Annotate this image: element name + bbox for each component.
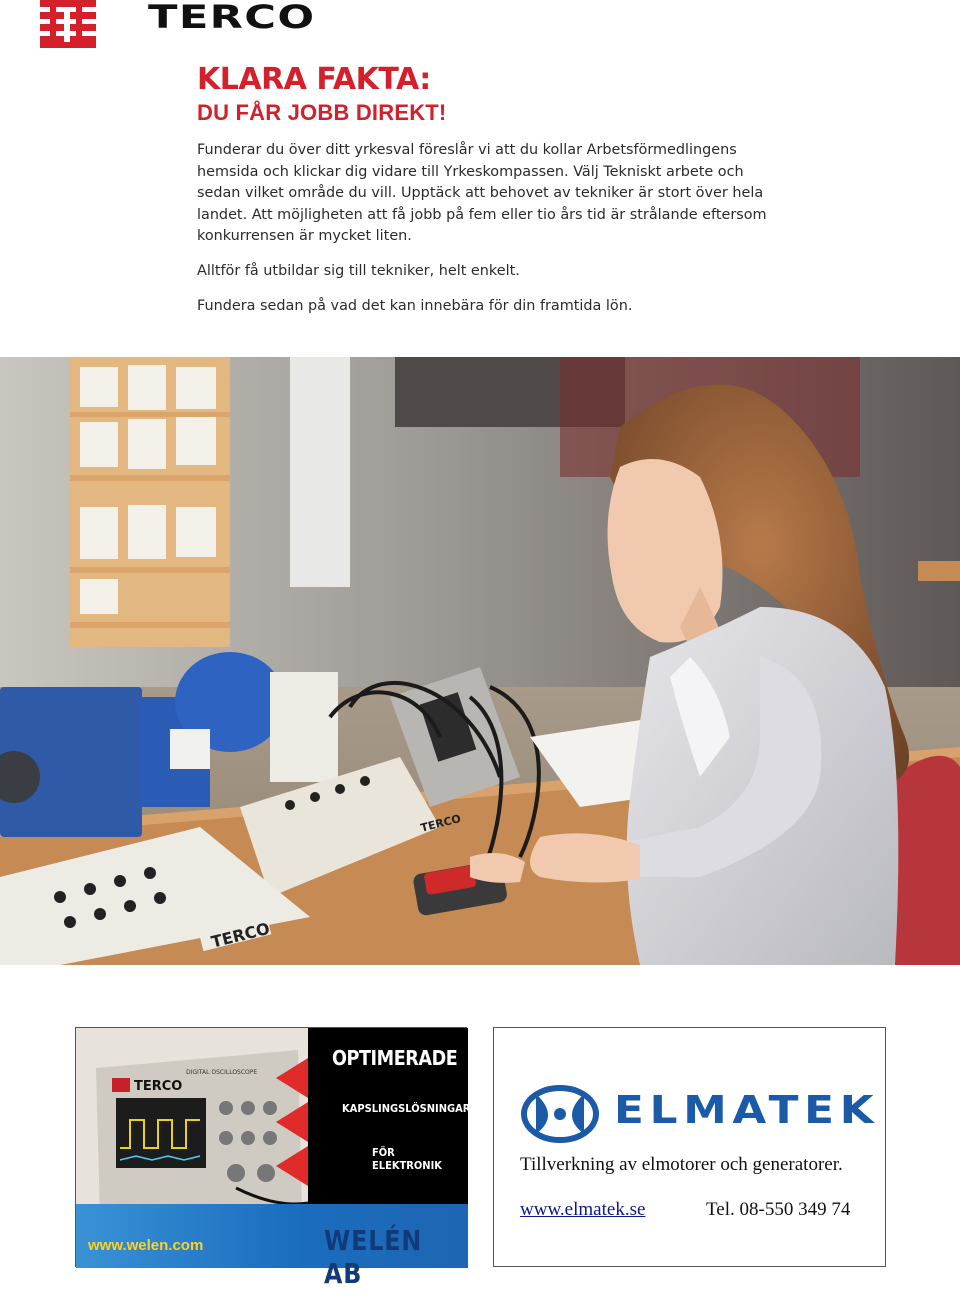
equipment-label: TERCO xyxy=(419,812,463,835)
classroom-photo xyxy=(0,357,960,965)
elmatek-wordmark: ELMATEK xyxy=(614,1088,880,1132)
terco-logo-mark-icon xyxy=(40,0,96,48)
oscilloscope-brand-label: TERCO xyxy=(134,1079,183,1094)
article-paragraph: Funderar du över ditt yrkesval föreslår vi att du kollar Arbetsförmedlingens hemsida och klickar dig vidare till Yrkeskompassen. Välj Tekniskt arbete och sedan vilket område du vill. Upptäck att behovet av tekniker är stort över hela landet. Att möjligheten att få jobb på fem eller tio års tid är strålande eftersom konkurrensen är mycket liten. xyxy=(197,142,767,245)
elmatek-tagline: Tillverkning av elmotorer och generatorer. xyxy=(520,1154,843,1175)
elmatek-emblem-icon xyxy=(522,1086,598,1142)
oscilloscope-model-label: DIGITAL OSCILLOSCOPE xyxy=(186,1069,258,1076)
terco-logo-text: TERCO xyxy=(148,0,316,36)
article-paragraph: Alltför få utbildar sig till tekniker, helt enkelt. xyxy=(197,262,520,279)
welen-brand: WELÉN AB xyxy=(324,1224,423,1290)
article-paragraph: Fundera sedan på vad det kan innebära för din framtida lön. xyxy=(197,297,633,314)
elmatek-phone: Tel. 08-550 349 74 xyxy=(706,1199,851,1220)
oscilloscope-photo xyxy=(76,1028,308,1228)
oscilloscope-illustration xyxy=(76,1028,308,1228)
elmatek-advertisement[interactable] xyxy=(493,1027,886,1267)
article-body xyxy=(197,140,777,330)
elmatek-website-link[interactable]: www.elmatek.se xyxy=(520,1199,646,1220)
welen-advertisement[interactable] xyxy=(75,1027,471,1290)
welen-website-link[interactable]: www.welen.com xyxy=(88,1237,204,1254)
equipment-label: TERCO xyxy=(209,918,272,952)
welen-ad-line: KAPSLINGSLÖSNINGAR xyxy=(342,1102,471,1115)
terco-logo xyxy=(40,0,316,50)
welen-ad-title: OPTIMERADE xyxy=(332,1046,458,1070)
welen-ad-line: FÖR ELEKTRONIK xyxy=(372,1146,442,1172)
classroom-photo-illustration xyxy=(0,357,960,965)
article-subheadline: DU FÅR JOBB DIREKT! xyxy=(197,100,447,125)
article-headline: KLARA FAKTA: xyxy=(197,62,431,97)
